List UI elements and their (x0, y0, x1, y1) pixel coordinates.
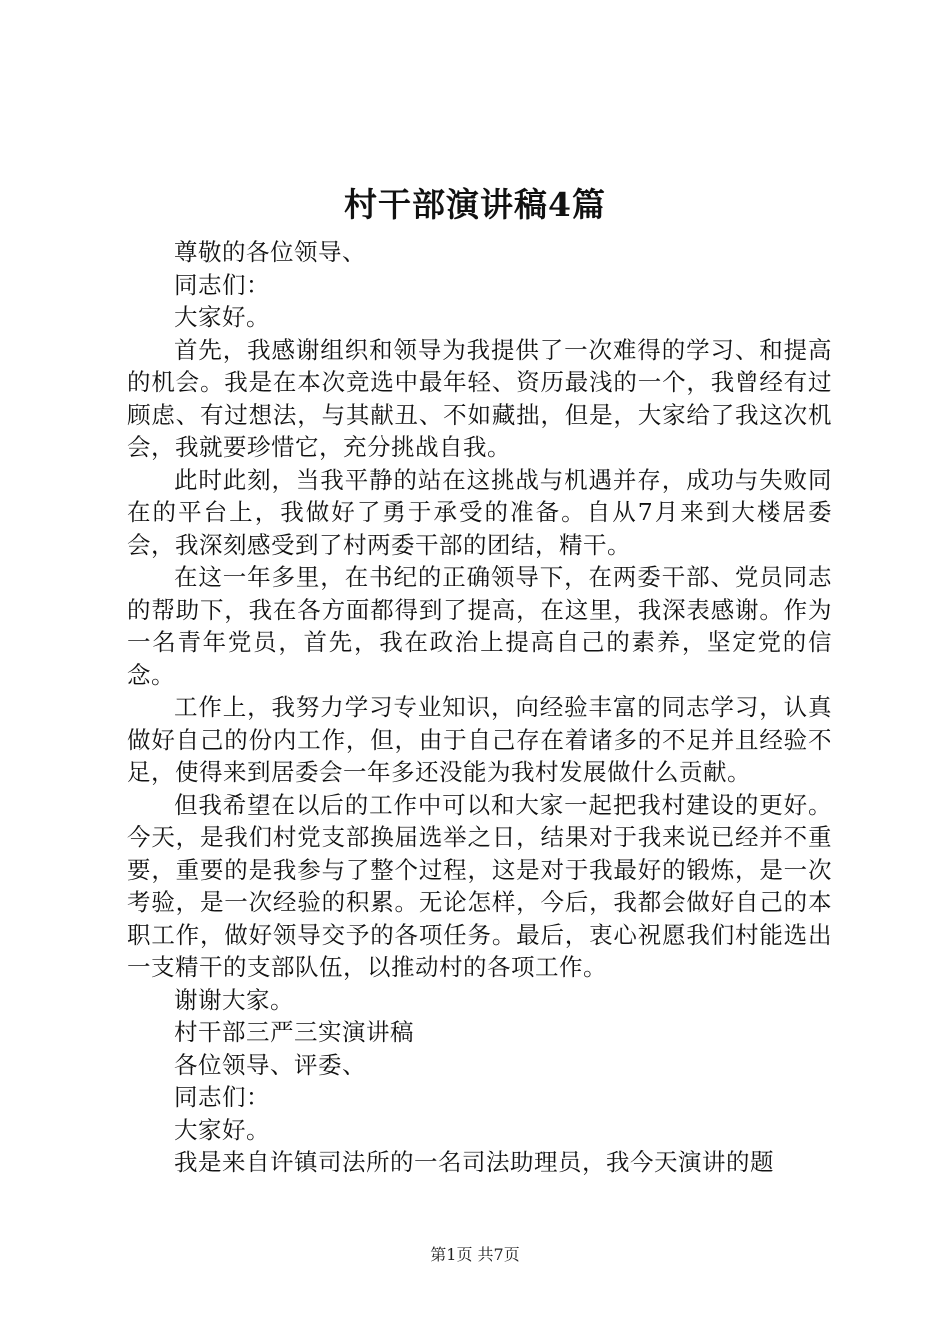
paragraph: 村干部三严三实演讲稿 (174, 1018, 414, 1046)
paragraph: 首先，我感谢组织和领导为我提供了一次难得的学习、和提高的机会。我是在本次竞选中最年轻、资历最浅的一个，我曾经有过顾虑、有过想法，与其献丑、不如藏拙，但是，大家给了我这次机会，我就要珍惜它，充分挑战自我。 (127, 335, 832, 461)
paragraph: 同志们： (174, 1083, 270, 1111)
paragraph: 尊敬的各位领导、 (174, 238, 366, 266)
paragraph: 大家好。 (174, 1115, 270, 1144)
page-number-footer: 第1页 共7页 (430, 1245, 520, 1264)
paragraph: 工作上，我努力学习专业知识，向经验丰富的同志学习，认真做好自己的份内工作，但，由于自己存在着诸多的不足并且经验不足，使得来到居委会一年多还没能为我村发展做什么贡献。 (127, 693, 832, 786)
paragraph: 我是来自许镇司法所的一名司法助理员，我今天演讲的题 (174, 1148, 774, 1176)
paragraph: 在这一年多里，在书纪的正确领导下，在两委干部、党员同志的帮助下，我在各方面都得到了提高，在这里，我深表感谢。作为一名青年党员，首先，我在政治上提高自己的素养，坚定党的信念。 (127, 563, 832, 689)
paragraph: 大家好。 (174, 303, 270, 331)
paragraph: 同志们： (174, 270, 270, 299)
paragraph: 各位领导、评委、 (174, 1050, 366, 1079)
document-body (127, 236, 832, 1179)
paragraph: 此时此刻，当我平静的站在这挑战与机遇并存，成功与失败同在的平台上，我做好了勇于承受的准备。自从7月来到大楼居委会，我深刻感受到了村两委干部的团结，精干。 (127, 465, 832, 559)
document-title: 村干部演讲稿4篇 (344, 185, 606, 224)
paragraph: 但我希望在以后的工作中可以和大家一起把我村建设的更好。今天，是我们村党支部换届选举之日，结果对于我来说已经并不重要，重要的是我参与了整个过程，这是对于我最好的锻炼，是一次考验，是一次经验的积累。无论怎样，今后，我都会做好自己的本职工作，做好领导交予的各项任务。最后，衷心祝愿我们村能选出一支精干的支部队伍，以推动村的各项工作。 (127, 790, 832, 981)
paragraph: 谢谢大家。 (174, 985, 294, 1014)
